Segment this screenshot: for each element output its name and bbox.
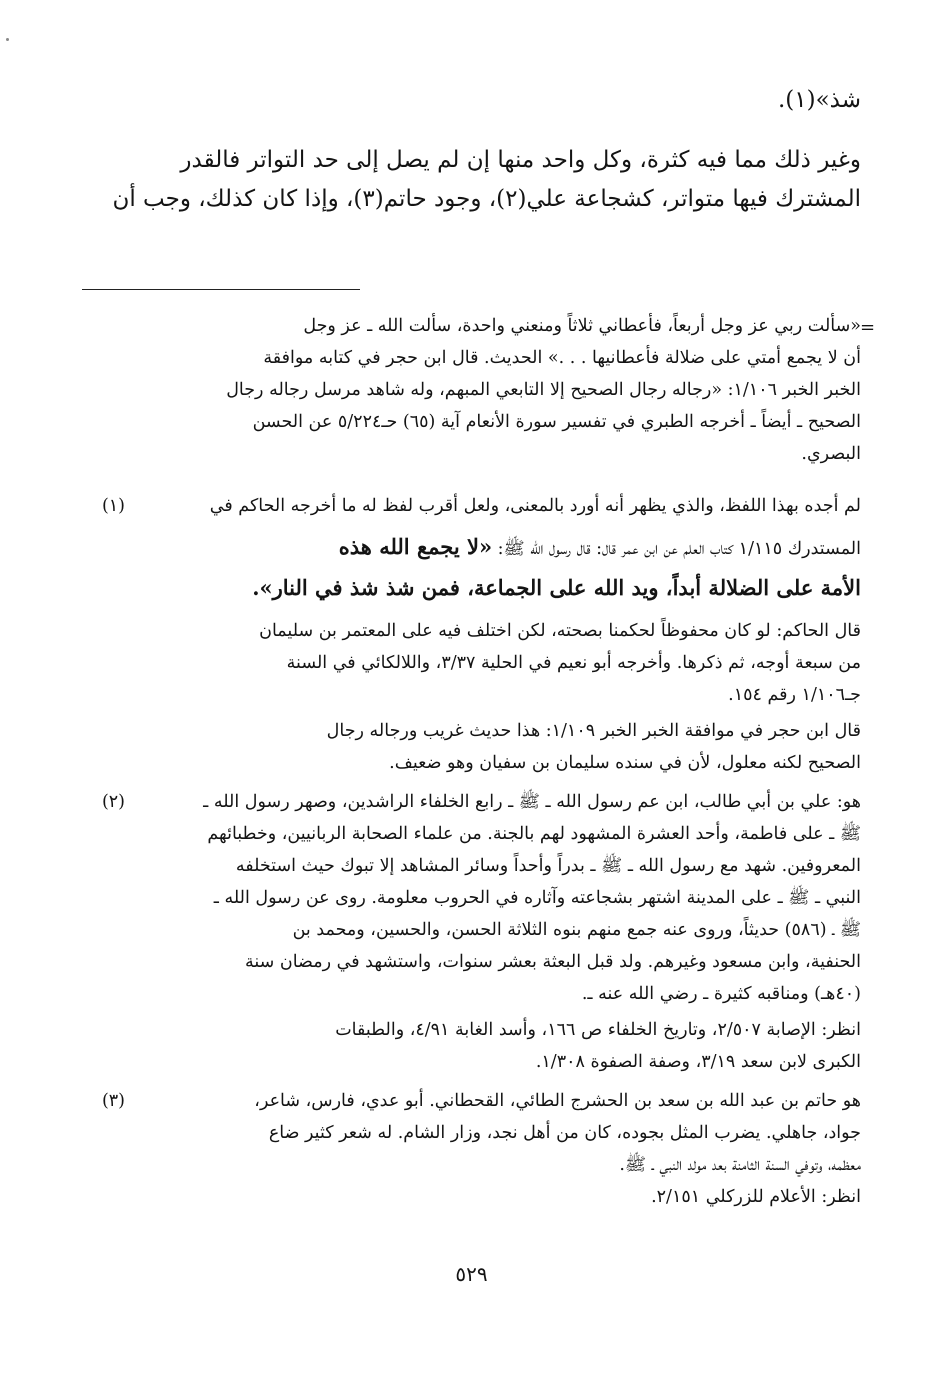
continuation-marker: =	[860, 317, 876, 338]
footnote-line	[84, 535, 861, 561]
footnote-line: أن لا يجمع أمتي على ضلالة فأعطانيها . . .» الحديث. قال ابن حجر في كتابه موافقة	[263, 348, 861, 368]
footnote-text: المستدرك ١/١١٥ كتاب العلم عن ابن عمر قال: قال رسول الله ﷺ:	[497, 539, 861, 559]
footnote-line: معظمه، وتوفي السنة الثامنة بعد مولد النبي ـ ﷺ.	[619, 1155, 861, 1175]
body-line-3: المشترك فيها متواتر، كشجاعة علي(٢)، وجود حاتم(٣)، وإذا كان كذلك، وجب أن	[112, 186, 861, 212]
footnote-line: قال الحاكم: لو كان محفوظاً لحكمنا بصحته، لكن اختلف فيه على المعتمر بن سليمان	[259, 621, 861, 641]
footnote-line: (٤٠هـ) ومناقبه كثيرة ـ رضي الله عنه ـ.	[581, 984, 861, 1004]
body-line-2: وغير ذلك مما فيه كثرة، وكل واحد منها إن لم يصل إلى حد التواتر فالقدر	[180, 147, 861, 173]
body-line-1: شذ»(١).	[777, 87, 861, 113]
footnote-line: الحنفية، وابن مسعود وغيرهم. ولد قبل البعثة بعشر سنوات، واستشهد في رمضان سنة	[244, 952, 861, 972]
footnote-line: ﷺ ـ على فاطمة، وأحد العشرة المشهود لهم بالجنة. من علماء الصحابة الربانيين، وخطبائهم	[207, 824, 861, 844]
footnote-line: لم أجده بهذا اللفظ، والذي يظهر أنه أورد بالمعنى، ولعل أقرب لفظ له ما أخرجه الحاكم في	[209, 496, 861, 516]
footnote-line: البصري.	[801, 444, 861, 464]
footnote-line: جـ١/١٠٦ رقم ١٥٤.	[728, 685, 861, 705]
footnote-number-2: (٢)	[101, 792, 125, 812]
scan-speck	[6, 38, 9, 41]
footnote-line: ﷺ ـ (٥٨٦) حديثاً، وروى عنه جمع منهم بنوه الثلاثة الحسن، والحسين، ومحمد بن	[292, 920, 861, 940]
footnote-line: الصحيح ـ أيضاً ـ أخرجه الطبري في تفسير سورة الأنعام آية (٦٥) حـ٥/٢٢٤ عن الحسن	[252, 412, 861, 432]
footnote-number-3: (٣)	[101, 1091, 125, 1111]
footnote-separator	[82, 289, 360, 290]
footnote-line: من سبعة أوجه، ثم ذكرها. وأخرجه أبو نعيم في الحلية ٣/٣٧، واللالكائي في السنة	[286, 653, 861, 673]
footnote-line: النبي ـ ﷺ ـ على المدينة اشتهر بشجاعته وآثاره في الحروب معلومة. روى عن رسول الله ـ	[213, 888, 861, 908]
footnote-line: انظر: الأعلام للزركلي ٢/١٥١.	[651, 1187, 861, 1207]
footnote-line: جواد، جاهلي. يضرب المثل بجوده، كان من أهل نجد، وزار الشام. له شعر كثير ضاع	[268, 1123, 861, 1143]
hadith-quote: الأمة على الضلالة أبداً، ويد الله على الجماعة، فمن شذ شذ في النار».	[252, 575, 861, 600]
footnote-line: الكبرى لابن سعد ٣/١٩، وصفة الصفوة ١/٣٠٨.	[535, 1052, 861, 1072]
footnote-line: قال ابن حجر في موافقة الخبر الخبر ١/١٠٩: هذا حديث غريب ورجاله رجال	[326, 721, 861, 741]
footnote-line: الصحيح لكنه معلول، لأن في سنده سليمان بن سفيان وهو ضعيف.	[389, 753, 861, 773]
hadith-quote: «لا يجمع الله هذه	[338, 534, 493, 559]
footnote-line: «سألت ربي عز وجل أربعاً، فأعطاني ثلاثاً ومنعني واحدة، سألت الله ـ عز وجل	[303, 316, 861, 336]
page-number: ٥٢٩	[455, 1262, 488, 1286]
footnote-line: انظر: الإصابة ٢/٥٠٧، وتاريخ الخلفاء ص ١٦٦، وأسد الغابة ٤/٩١، والطبقات	[335, 1020, 861, 1040]
footnote-line: الخبر الخبر ١/١٠٦: «رجاله رجال الصحيح إلا التابعي المبهم، وله شاهد مرسل رجاله رجال	[226, 380, 861, 400]
footnote-line: هو حاتم بن عبد الله بن سعد بن الحشرج الطائي، القحطاني. أبو عدي، فارس، شاعر،	[254, 1091, 861, 1111]
footnote-line: هو: علي بن أبي طالب، ابن عم رسول الله ـ ﷺ ـ رابع الخلفاء الراشدين، وصهر رسول الله ـ	[203, 792, 861, 812]
footnote-line: المعروفين. شهد مع رسول الله ـ ﷺ ـ بدراً وأحداً وسائر المشاهد إلا تبوك حيث استخلفه	[235, 856, 861, 876]
footnote-number-1: (١)	[101, 496, 125, 516]
